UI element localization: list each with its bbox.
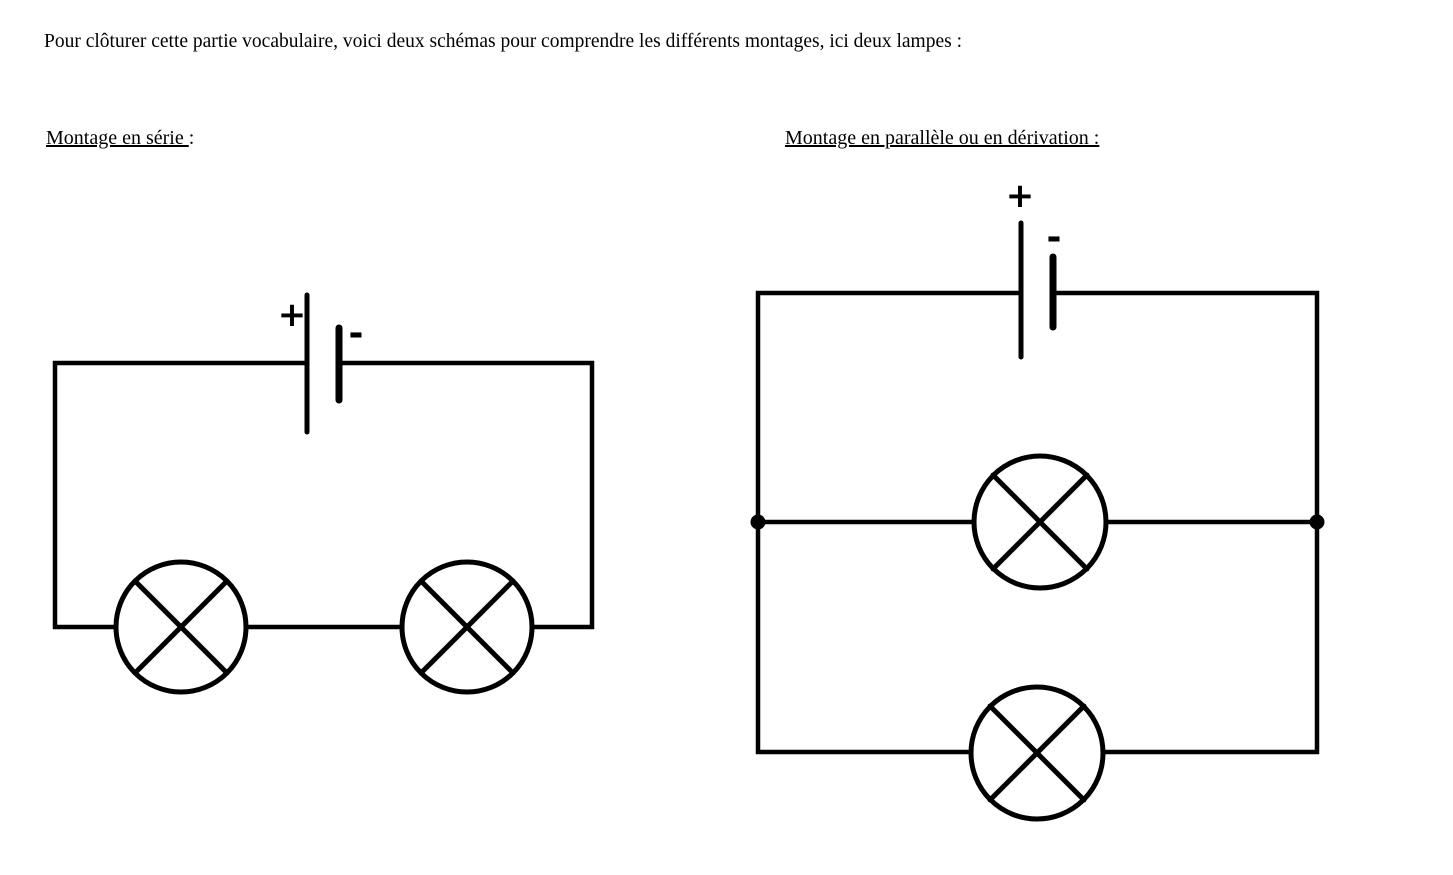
battery-minus-label: - <box>1046 217 1062 258</box>
junction-dot <box>751 515 766 530</box>
junction-dot <box>1310 515 1325 530</box>
parallel-heading-text: Montage en parallèle ou en dérivation : <box>785 127 1100 149</box>
parallel-circuit-diagram <box>700 170 1380 870</box>
series-heading-text: Montage en série <box>46 127 189 149</box>
lamp-symbol <box>971 687 1103 819</box>
battery-plus-label: + <box>1005 176 1035 216</box>
intro-paragraph: Pour clôturer cette partie vocabulaire, voici deux schémas pour comprendre les différents montages, ici deux lampes : <box>44 31 962 52</box>
battery-minus-label: - <box>348 313 364 354</box>
lamp-symbol <box>974 456 1106 588</box>
lamp-symbol <box>402 562 532 692</box>
series-heading-colon: : <box>188 127 195 149</box>
series-heading <box>46 127 194 150</box>
lamp-symbol <box>116 562 246 692</box>
battery-symbol <box>1006 176 1062 357</box>
parallel-heading <box>785 127 1099 150</box>
battery-plus-label: + <box>277 295 307 335</box>
series-circuit-diagram <box>30 270 630 710</box>
